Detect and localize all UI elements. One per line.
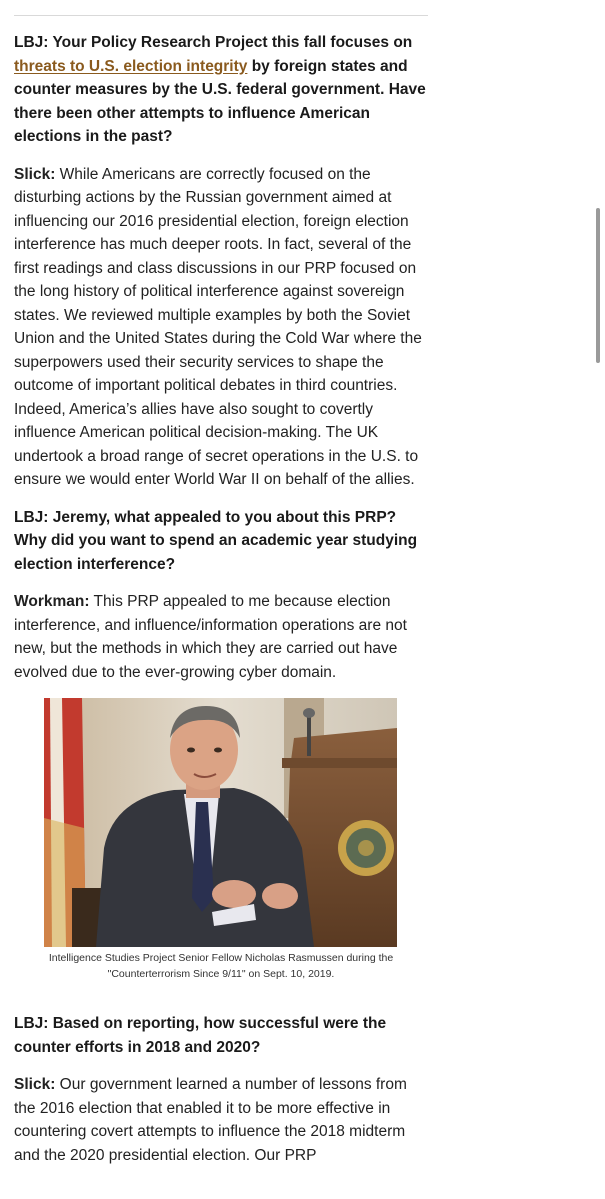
speaker-label: Slick:: [14, 165, 56, 183]
election-integrity-link[interactable]: threats to U.S. election integrity: [14, 57, 248, 75]
answer-text: This PRP appealed to me because election interference, and influence/information operations are not new, but the methods in which they are carried out have evolved due to the ever-growing cyber domain.: [14, 593, 407, 681]
speaker-label: LBJ:: [14, 1015, 49, 1032]
question-text: Jeremy, what appealed to you about this PRP? Why did you want to spend an academic year studying election interference?: [14, 508, 418, 573]
question-election-history: [14, 31, 428, 149]
answer-text: While Americans are correctly focused on the disturbing actions by the Russian government aimed at influencing our 2016 presidential election, foreign election interference has much deeper roots. In fact, several of the first readings and class discussions in our PRP focused on the long history of political interference against sovereign states. We reviewed multiple examples by both the Soviet Union and the United States during the Cold War where the superpowers used their security services to shape the outcome of important political debates in third countries. Indeed, America’s allies have also sought to covertly influence American political decision-making. The UK undertook a broad range of secret operations in the U.S. to ensure we would enter World War II on behalf of the allies.: [14, 165, 422, 488]
speaker-label: LBJ:: [14, 34, 49, 51]
speaker-photo: [44, 698, 397, 947]
speaker-photo-illustration: [44, 698, 397, 947]
answer-slick-counter: [14, 1073, 428, 1167]
answer-slick-history: [14, 163, 428, 492]
answer-text: Our government learned a number of lessons from the 2016 election that enabled it to be more effective in countering covert attempts to influence the 2018 midterm and the 2020 presidential election. Our PRP: [14, 1076, 407, 1164]
scrollbar[interactable]: [597, 0, 603, 1199]
question-text: by foreign states and counter measures by the U.S. federal government. Have there been other attempts to influence American elections in the past?: [14, 57, 426, 145]
section-spacer: [14, 982, 428, 1012]
speaker-label: Workman:: [14, 593, 90, 610]
question-counter-efforts: [14, 1012, 428, 1059]
question-prp-appeal: [14, 506, 428, 577]
article-body: [14, 31, 428, 1181]
question-text: Based on reporting, how successful were the counter efforts in 2018 and 2020?: [14, 1015, 387, 1056]
speaker-label: LBJ:: [14, 508, 49, 526]
top-divider: [14, 15, 428, 16]
answer-workman: [14, 590, 428, 684]
question-text: Your Policy Research Project this fall focuses on: [52, 34, 413, 51]
speaker-label: Slick:: [14, 1076, 56, 1093]
figure-caption: Intelligence Studies Project Senior Fellow Nicholas Rasmussen during the "Counterterrorism Since 9/11" on Sept. 10, 2019.: [48, 952, 394, 980]
article-figure: [14, 698, 428, 982]
scrollbar-thumb[interactable]: [596, 208, 600, 363]
